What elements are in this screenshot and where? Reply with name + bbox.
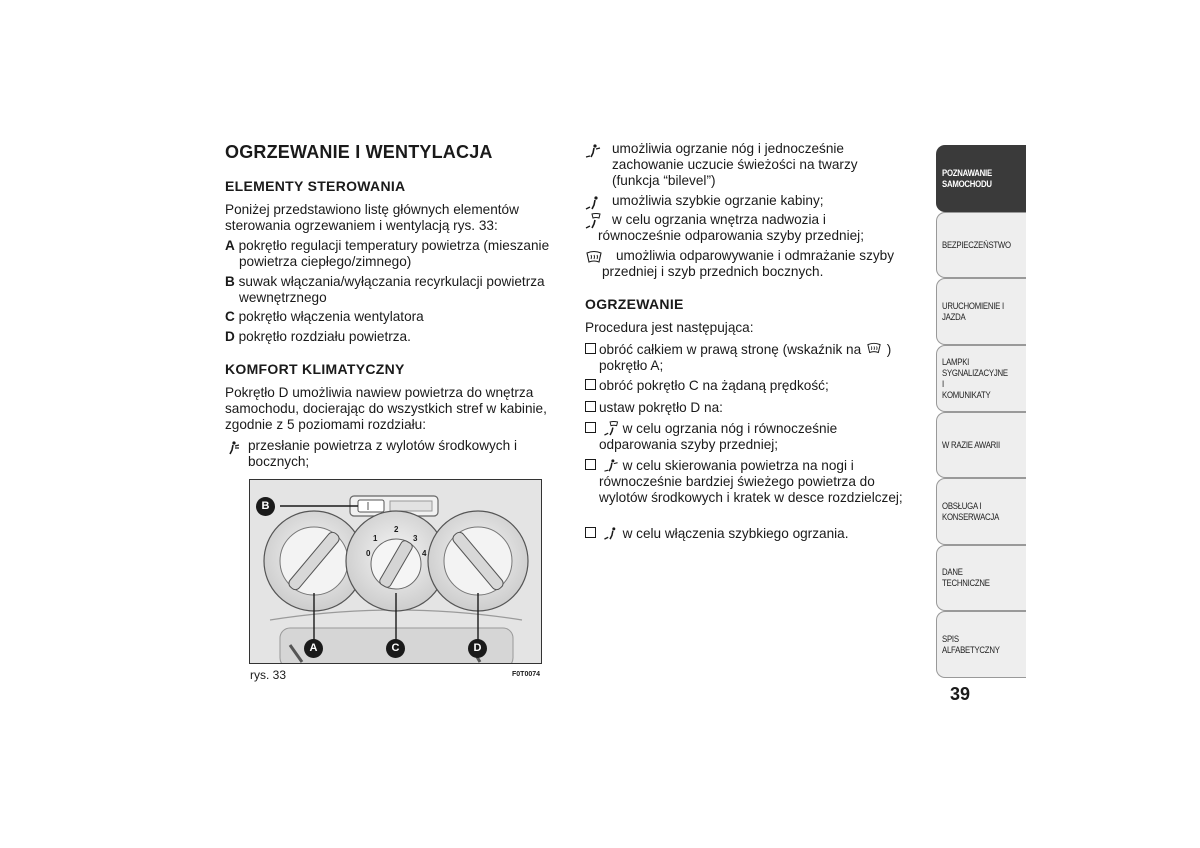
- tab-label: W RAZIE AWARII: [942, 439, 1000, 451]
- control-item-b: [225, 274, 579, 306]
- fan-scale-4: 4: [422, 549, 427, 558]
- control-item-d: [225, 329, 555, 345]
- tab-bezpieczenstwo[interactable]: [936, 212, 1026, 278]
- checkbox-icon: [585, 401, 596, 412]
- defrost-icon: [585, 250, 603, 266]
- tab-obsluga-i-konserwacja[interactable]: [936, 478, 1026, 545]
- step-3: [585, 400, 915, 416]
- checkbox-icon: [585, 422, 596, 433]
- tab-label: BEZPIECZEŃSTWO: [942, 239, 1011, 251]
- mode-text-feet-windscreen: w celu ogrzania wnętrza nadwozia i równocześnie odparowania szyby przedniej;: [598, 212, 864, 243]
- step-text: ustaw pokrętło D na:: [599, 400, 723, 415]
- fan-scale-1: 1: [373, 534, 378, 543]
- feet-icon: [603, 526, 619, 541]
- control-label: A: [225, 238, 235, 253]
- control-item-c: [225, 309, 555, 325]
- control-text: pokrętło rozdziału powietrza.: [238, 329, 411, 344]
- comfort-intro: Pokrętło D umożliwia nawiew powietrza do wnętrza samochodu, docierając do wszystkich stref w kabinie, zgodnie z 5 poziomami rozdziału:: [225, 385, 547, 432]
- step-text: obróć pokrętło C na żądaną prędkość;: [599, 378, 829, 393]
- checkbox-icon: [585, 459, 596, 470]
- tab-label: OBSŁUGA I KONSERWACJA: [942, 500, 1000, 523]
- callout-c: C: [386, 639, 405, 658]
- tab-spis-alfabetyczny[interactable]: [936, 611, 1026, 678]
- tab-label: SPIS ALFABETYCZNY: [942, 633, 1000, 656]
- tab-label: LAMPKI SYGNALIZACYJNE I KOMUNIKATY: [942, 356, 1008, 401]
- figure-code: F0T0074: [512, 671, 541, 678]
- step-text: w celu ogrzania nóg i równocześnie odparowania szyby przedniej;: [599, 421, 838, 452]
- step-6: [585, 526, 915, 542]
- page-title: OGRZEWANIE I WENTYLACJA: [225, 142, 493, 162]
- tab-label: POZNAWANIE SAMOCHODU: [942, 167, 992, 190]
- fan-scale-2: 2: [394, 525, 399, 534]
- control-text: pokrętło regulacji temperatury powietrza (mieszanie powietrza ciepłego/zimnego): [238, 238, 550, 269]
- tab-lampki-sygnalizacyjne[interactable]: [936, 345, 1026, 412]
- figure-panel: [249, 479, 542, 664]
- control-label: B: [225, 274, 235, 289]
- step-text: w celu skierowania powietrza na nogi i równocześnie bardziej świeżego powietrza do wylotów środkowych i kratek w desce rozdzielczej;: [599, 458, 903, 505]
- heating-intro: Procedura jest następująca:: [585, 320, 754, 335]
- tab-uruchomienie-i-jazda[interactable]: [936, 278, 1026, 345]
- step-text: obróć całkiem w prawą stronę (wskaźnik na: [599, 342, 862, 357]
- step-1: [585, 342, 929, 374]
- control-text: suwak włączania/wyłączania recyrkulacji powietrza wewnętrznego: [238, 274, 545, 305]
- section-heading-controls: ELEMENTY STEROWANIA: [225, 178, 406, 194]
- section-heading-comfort: KOMFORT KLIMATYCZNY: [225, 361, 405, 377]
- checkbox-icon: [585, 527, 596, 538]
- mode-text-feet: umożliwia szybkie ogrzanie kabiny;: [612, 193, 824, 208]
- tab-dane-techniczne[interactable]: [936, 545, 1026, 611]
- section-heading-heating: OGRZEWANIE: [585, 296, 684, 312]
- step-2: [585, 378, 915, 394]
- checkbox-icon: [585, 379, 596, 390]
- page-number: 39: [950, 684, 971, 704]
- tab-w-razie-awarii[interactable]: [936, 412, 1026, 478]
- checkbox-icon: [585, 343, 596, 354]
- control-item-a: [225, 238, 564, 270]
- fan-scale-3: 3: [413, 534, 418, 543]
- bilevel-icon: [585, 143, 601, 159]
- defrost-icon: [865, 342, 883, 356]
- feet-icon: [585, 195, 601, 211]
- step-text: ) pokrętło A;: [599, 342, 892, 373]
- mode-text-face: przesłanie powietrza z wylotów środkowych i bocznych;: [248, 438, 517, 469]
- face-vent-icon: [225, 440, 241, 456]
- bilevel-icon: [603, 458, 619, 473]
- fan-scale-0: 0: [366, 549, 371, 558]
- tab-label: URUCHOMIENIE I JAZDA: [942, 300, 1004, 323]
- callout-b: B: [256, 497, 275, 516]
- figure-caption: rys. 33: [250, 668, 287, 682]
- feet-windscreen-icon: [603, 421, 619, 436]
- step-text: w celu włączenia szybkiego ogrzania.: [622, 526, 849, 541]
- tab-poznawanie-samochodu[interactable]: [936, 145, 1026, 212]
- control-label: D: [225, 329, 235, 344]
- control-label: C: [225, 309, 235, 324]
- callout-a: A: [304, 639, 323, 658]
- callout-d: D: [468, 639, 487, 658]
- mode-text-bilevel: umożliwia ogrzanie nóg i jednocześnie zachowanie uczucie świeżości na twarzy (funkcja “bilevel”): [612, 141, 858, 188]
- climate-control-illustration: [250, 480, 542, 664]
- tab-label: DANE TECHNICZNE: [942, 567, 990, 589]
- controls-intro: Poniżej przedstawiono listę głównych elementów sterowania ogrzewaniem i wentylacją rys. 33:: [225, 202, 519, 233]
- control-text: pokrętło włączenia wentylatora: [238, 309, 424, 324]
- step-5: [585, 458, 909, 506]
- step-4: [585, 421, 899, 453]
- mode-text-defrost: umożliwia odparowywanie i odmrażanie szyby przedniej i szyb przednich bocznych.: [602, 248, 895, 279]
